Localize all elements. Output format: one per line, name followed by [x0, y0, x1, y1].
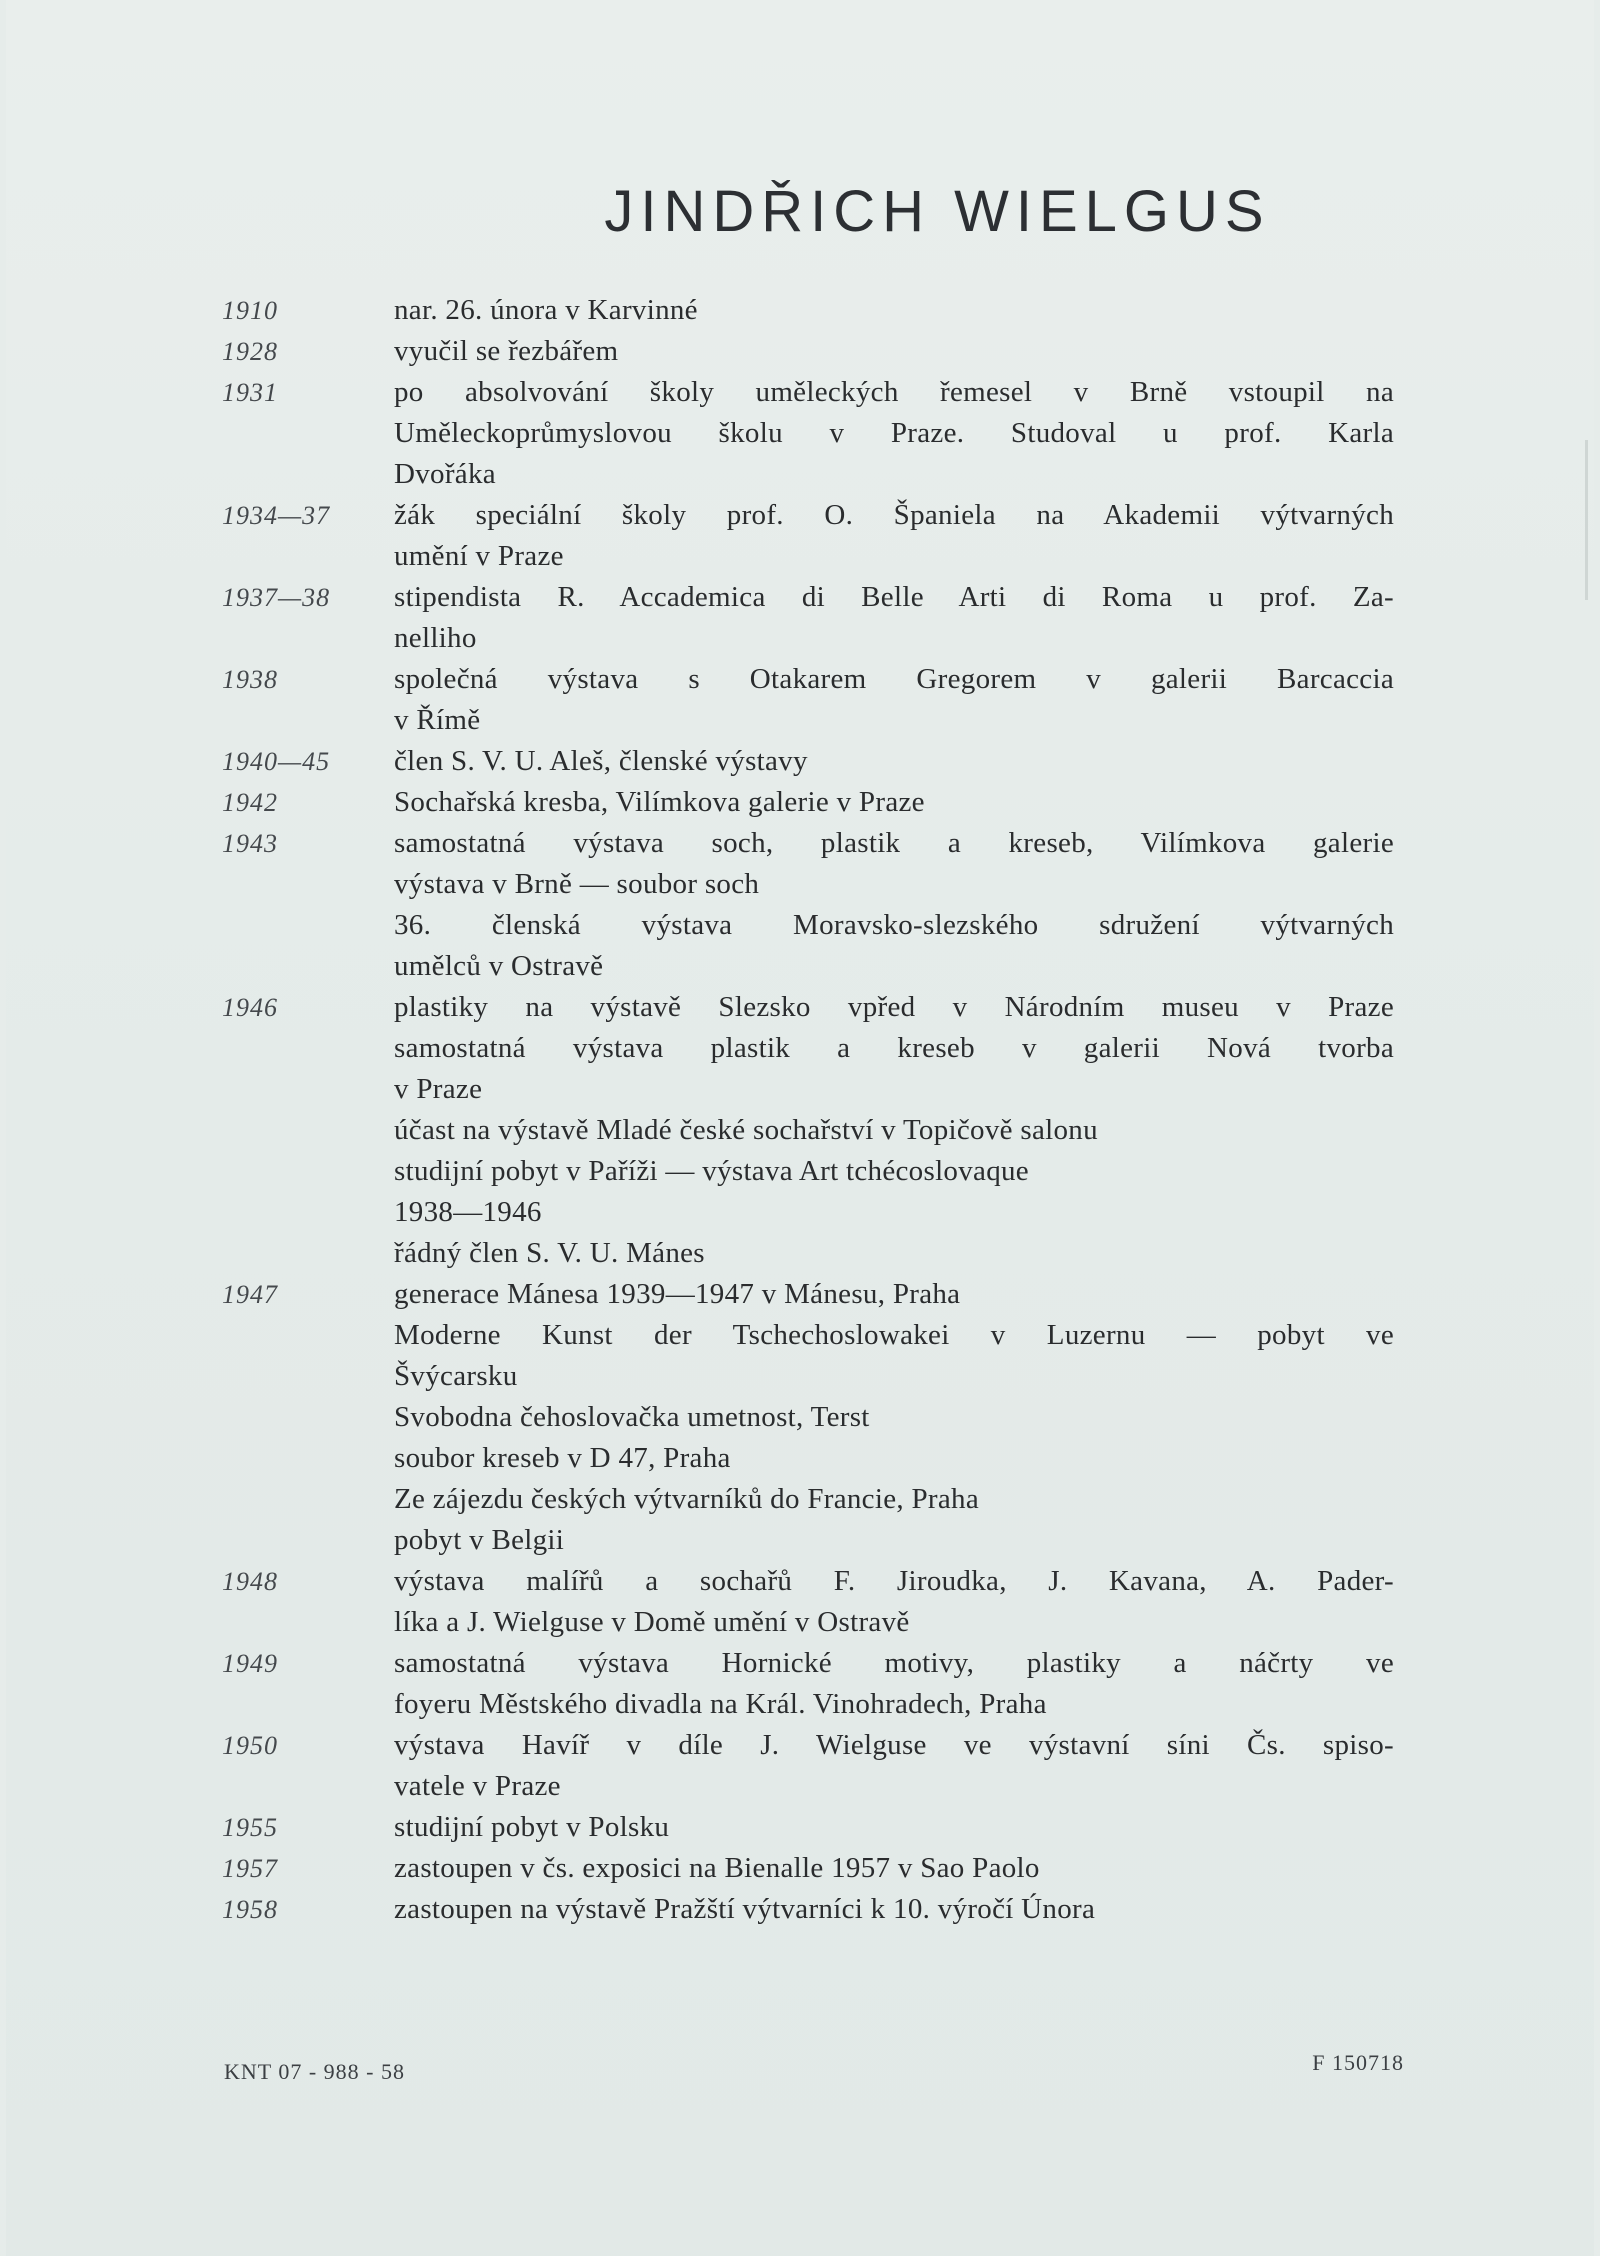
entry-line: vatele v Praze — [394, 1770, 561, 1802]
entry-text — [394, 1274, 1394, 1561]
entry-line: 36. členská výstava Moravsko-slezského sdružení výtvarných — [394, 909, 1394, 941]
entry-year: 1958 — [222, 1895, 278, 1924]
footer-print-code: KNT 07 - 988 - 58 — [224, 2059, 405, 2084]
entry-line: generace Mánesa 1939—1947 v Mánesu, Praha — [394, 1278, 961, 1310]
entry-line: líka a J. Wielguse v Domě umění v Ostravě — [394, 1606, 910, 1638]
entry-line: v Římě — [394, 704, 481, 736]
entry-text — [394, 741, 1394, 782]
entry-text — [394, 1561, 1394, 1643]
entry-year: 1937—38 — [222, 583, 331, 612]
entry-line: výstava malířů a sochařů F. Jiroudka, J. Kavana, A. Pader- — [394, 1565, 1394, 1597]
entry-line: po absolvování školy uměleckých řemesel v Brně vstoupil na — [394, 376, 1394, 408]
entry-year: 1934—37 — [222, 501, 331, 530]
entry-line: plastiky na výstavě Slezsko vpřed v Národním museu v Praze — [394, 991, 1394, 1023]
chronology-entry — [0, 1807, 1600, 1848]
entry-text — [394, 987, 1394, 1274]
entry-text — [394, 495, 1394, 577]
entry-year: 1948 — [222, 1567, 278, 1596]
chronology-entry — [0, 331, 1600, 372]
entry-text — [394, 1889, 1394, 1930]
entry-line: člen S. V. U. Aleš, členské výstavy — [394, 745, 808, 777]
entry-line: společná výstava s Otakarem Gregorem v galerii Barcaccia — [394, 663, 1394, 695]
entry-line: samostatná výstava plastik a kreseb v galerii Nová tvorba — [394, 1032, 1394, 1064]
entry-text — [394, 782, 1394, 823]
entry-line: účast na výstavě Mladé české sochařství v Topičově salonu — [394, 1114, 1098, 1146]
entry-line: Dvořáka — [394, 458, 496, 490]
chronology-entry — [0, 1889, 1600, 1930]
entry-year: 1938 — [222, 665, 278, 694]
entry-line: nelliho — [394, 622, 477, 654]
entry-line: studijní pobyt v Polsku — [394, 1811, 670, 1843]
entry-line: výstava v Brně — soubor soch — [394, 868, 760, 900]
entry-line: zastoupen v čs. exposici na Bienalle 1957 v Sao Paolo — [394, 1852, 1040, 1884]
chronology-entry — [0, 659, 1600, 741]
entry-line: nar. 26. února v Karvinné — [394, 294, 698, 326]
entry-year: 1940—45 — [222, 747, 331, 776]
chronology-entry — [0, 823, 1600, 987]
chronology-entry — [0, 1643, 1600, 1725]
chronology-entry — [0, 372, 1600, 495]
entry-text — [394, 331, 1394, 372]
entry-line: Svobodna čehoslovačka umetnost, Terst — [394, 1401, 870, 1433]
entry-line: stipendista R. Accademica di Belle Arti di Roma u prof. Za- — [394, 581, 1394, 613]
chronology-entry — [0, 987, 1600, 1274]
chronology-entry — [0, 1561, 1600, 1643]
entry-line: soubor kreseb v D 47, Praha — [394, 1442, 731, 1474]
entry-line: samostatná výstava soch, plastik a kreseb, Vilímkova galerie — [394, 827, 1394, 859]
entry-line: zastoupen na výstavě Pražští výtvarníci k 10. výročí Února — [394, 1893, 1096, 1925]
chronology-entry — [0, 782, 1600, 823]
entry-line: žák speciální školy prof. O. Španiela na Akademii výtvarných — [394, 499, 1394, 531]
entry-year: 1950 — [222, 1731, 278, 1760]
entry-line: Švýcarsku — [394, 1360, 518, 1392]
entry-text — [394, 1643, 1394, 1725]
entry-line: pobyt v Belgii — [394, 1524, 565, 1556]
chronology-entry — [0, 577, 1600, 659]
chronology-entry — [0, 1725, 1600, 1807]
entry-line: řádný člen S. V. U. Mánes — [394, 1237, 705, 1269]
entry-line: foyeru Městského divadla na Král. Vinohradech, Praha — [394, 1688, 1047, 1720]
entry-year: 1955 — [222, 1813, 278, 1842]
entry-year: 1947 — [222, 1280, 278, 1309]
entry-year: 1946 — [222, 993, 278, 1022]
entry-text — [394, 577, 1394, 659]
entry-year: 1957 — [222, 1854, 278, 1883]
entry-line: výstava Havíř v díle J. Wielguse ve výstavní síni Čs. spiso- — [394, 1729, 1394, 1761]
chronology-entry — [0, 741, 1600, 782]
entry-line: Sochařská kresba, Vilímkova galerie v Praze — [394, 786, 925, 818]
entry-line: studijní pobyt v Paříži — výstava Art tchécoslovaque — [394, 1155, 1029, 1187]
chronology-entry — [0, 1848, 1600, 1889]
entry-line: Moderne Kunst der Tschechoslowakei v Luzernu — pobyt ve — [394, 1319, 1394, 1351]
entry-line: umění v Praze — [394, 540, 564, 572]
entry-year: 1931 — [222, 378, 278, 407]
entry-year: 1943 — [222, 829, 278, 858]
entry-line: vyučil se řezbářem — [394, 335, 619, 367]
entry-year: 1928 — [222, 337, 278, 366]
entry-line: Ze zájezdu českých výtvarníků do Francie, Praha — [394, 1483, 980, 1515]
entry-text — [394, 1725, 1394, 1807]
entry-line: samostatná výstava Hornické motivy, plastiky a náčrty ve — [394, 1647, 1394, 1679]
entry-line: Uměleckoprůmyslovou školu v Praze. Studoval u prof. Karla — [394, 417, 1394, 449]
entry-year: 1910 — [222, 296, 278, 325]
entry-text — [394, 823, 1394, 987]
footer-catalog-number: F 150718 — [1312, 2050, 1404, 2075]
page-title: JINDŘICH WIELGUS — [604, 179, 1271, 244]
entry-line: umělců v Ostravě — [394, 950, 604, 982]
entry-text — [394, 372, 1394, 495]
entry-text — [394, 290, 1394, 331]
entry-line: 1938—1946 — [394, 1196, 542, 1228]
chronology-list — [0, 290, 1600, 1930]
entry-line: v Praze — [394, 1073, 483, 1105]
entry-text — [394, 1848, 1394, 1889]
entry-text — [394, 1807, 1394, 1848]
entry-text — [394, 659, 1394, 741]
chronology-entry — [0, 1274, 1600, 1561]
chronology-entry — [0, 495, 1600, 577]
entry-year: 1949 — [222, 1649, 278, 1678]
entry-year: 1942 — [222, 788, 278, 817]
chronology-entry — [0, 290, 1600, 331]
